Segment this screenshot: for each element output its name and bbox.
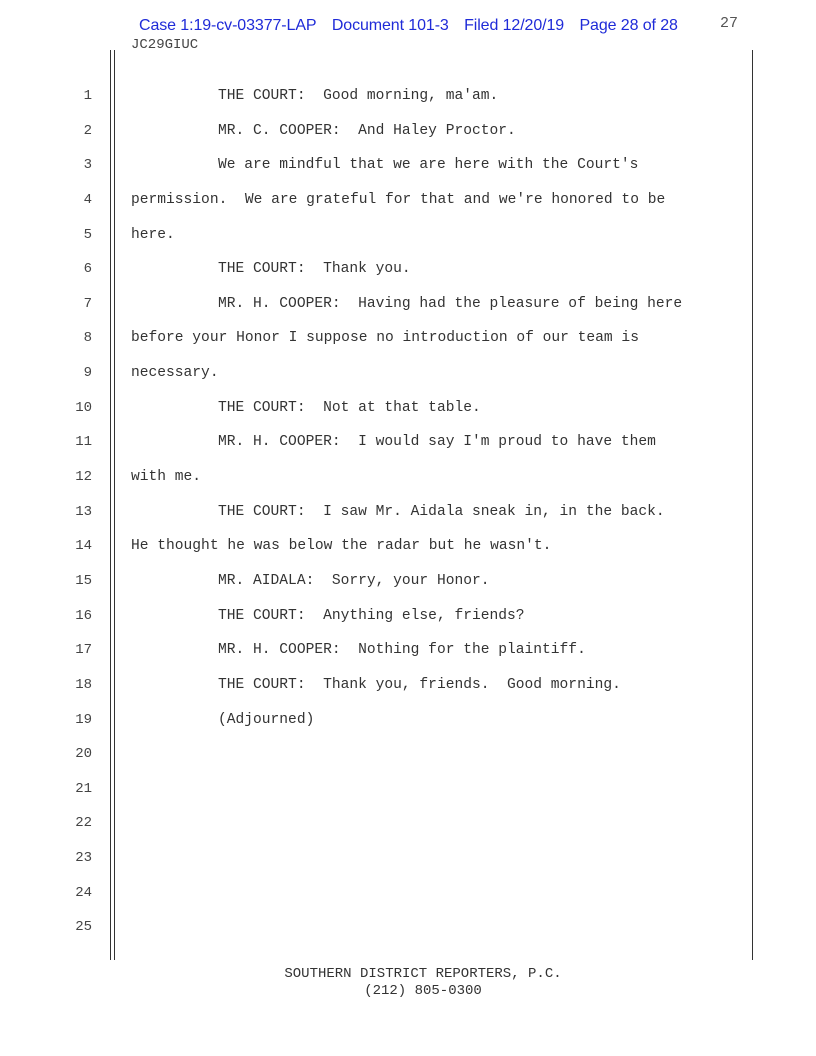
transcript-line: THE COURT: Not at that table. (218, 399, 481, 416)
case-filing-header (139, 17, 678, 35)
right-margin-rule (752, 50, 753, 960)
transcript-line (131, 876, 741, 911)
line-number: 9 (83, 365, 92, 382)
line-number: 18 (75, 676, 92, 693)
line-number: 11 (75, 434, 92, 451)
line-number: 12 (75, 469, 92, 486)
line-number: 24 (75, 884, 92, 901)
line-number: 21 (75, 780, 92, 797)
transcript-line: THE COURT: Good morning, ma'am. (218, 88, 499, 104)
line-number: 13 (75, 503, 92, 520)
line-number: 25 (75, 919, 92, 936)
transcript-page-number: 27 (720, 15, 739, 32)
line-number: 8 (83, 330, 92, 347)
line-number: 1 (83, 88, 92, 104)
line-number: 7 (83, 295, 92, 312)
line-number: 19 (75, 711, 92, 728)
transcript-line (131, 841, 741, 876)
line-number-column (60, 79, 92, 945)
reporter-phone: (212) 805-0300 (364, 983, 482, 999)
transcript-line: here. (131, 226, 175, 243)
page-count: Page 28 of 28 (579, 17, 678, 34)
document-number: Document 101-3 (331, 17, 449, 34)
filed-date: Filed 12/20/19 (464, 17, 565, 34)
line-number: 4 (83, 191, 92, 208)
reporter-name: SOUTHERN DISTRICT REPORTERS, P.C. (284, 966, 562, 982)
transcript-line: THE COURT: Anything else, friends? (218, 607, 525, 624)
transcript-line: He thought he was below the radar but he wasn't. (131, 538, 552, 555)
line-number: 6 (83, 261, 92, 278)
transcript-line: MR. H. COOPER: I would say I'm proud to have them (218, 434, 656, 451)
case-number: Case 1:19-cv-03377-LAP (139, 17, 317, 34)
left-margin-rule-outer (110, 50, 111, 960)
transcript-line: necessary. (131, 365, 219, 382)
transcript-line: permission. We are grateful for that and we're honored to be (131, 191, 666, 208)
transcript-line: THE COURT: Thank you. (218, 261, 411, 278)
line-number: 15 (75, 572, 92, 589)
left-margin-rule-inner (114, 50, 115, 960)
transcript-line: We are mindful that we are here with the Court's (218, 157, 639, 174)
line-number: 22 (75, 815, 92, 832)
transcript-line (131, 737, 741, 772)
page-footer (0, 966, 816, 1000)
transcript-line (131, 772, 741, 807)
transcript-line: THE COURT: Thank you, friends. Good morning. (218, 676, 621, 693)
transcript-line: MR. H. COOPER: Having had the pleasure of being here (218, 295, 683, 312)
transcript-body (131, 79, 741, 945)
transcript-line (131, 910, 741, 945)
transcript-line: MR. H. COOPER: Nothing for the plaintiff. (218, 642, 586, 659)
line-number: 5 (83, 226, 92, 243)
transcript-line: with me. (131, 469, 202, 486)
transcript-code: JC29GIUC (131, 37, 199, 53)
transcript-line: MR. AIDALA: Sorry, your Honor. (218, 572, 490, 589)
transcript-line: THE COURT: I saw Mr. Aidala sneak in, in the back. (218, 503, 665, 520)
transcript-line: before your Honor I suppose no introduction of our team is (131, 330, 639, 347)
line-number: 3 (83, 157, 92, 174)
line-number: 14 (75, 538, 92, 555)
transcript-line: MR. C. COOPER: And Haley Proctor. (218, 122, 516, 139)
transcript-line: (Adjourned) (218, 711, 315, 728)
line-number: 2 (83, 122, 92, 139)
line-number: 20 (75, 746, 92, 763)
line-number: 16 (75, 607, 92, 624)
line-number: 23 (75, 850, 92, 867)
line-number: 10 (75, 399, 92, 416)
transcript-line (131, 806, 741, 841)
line-number: 17 (75, 642, 92, 659)
